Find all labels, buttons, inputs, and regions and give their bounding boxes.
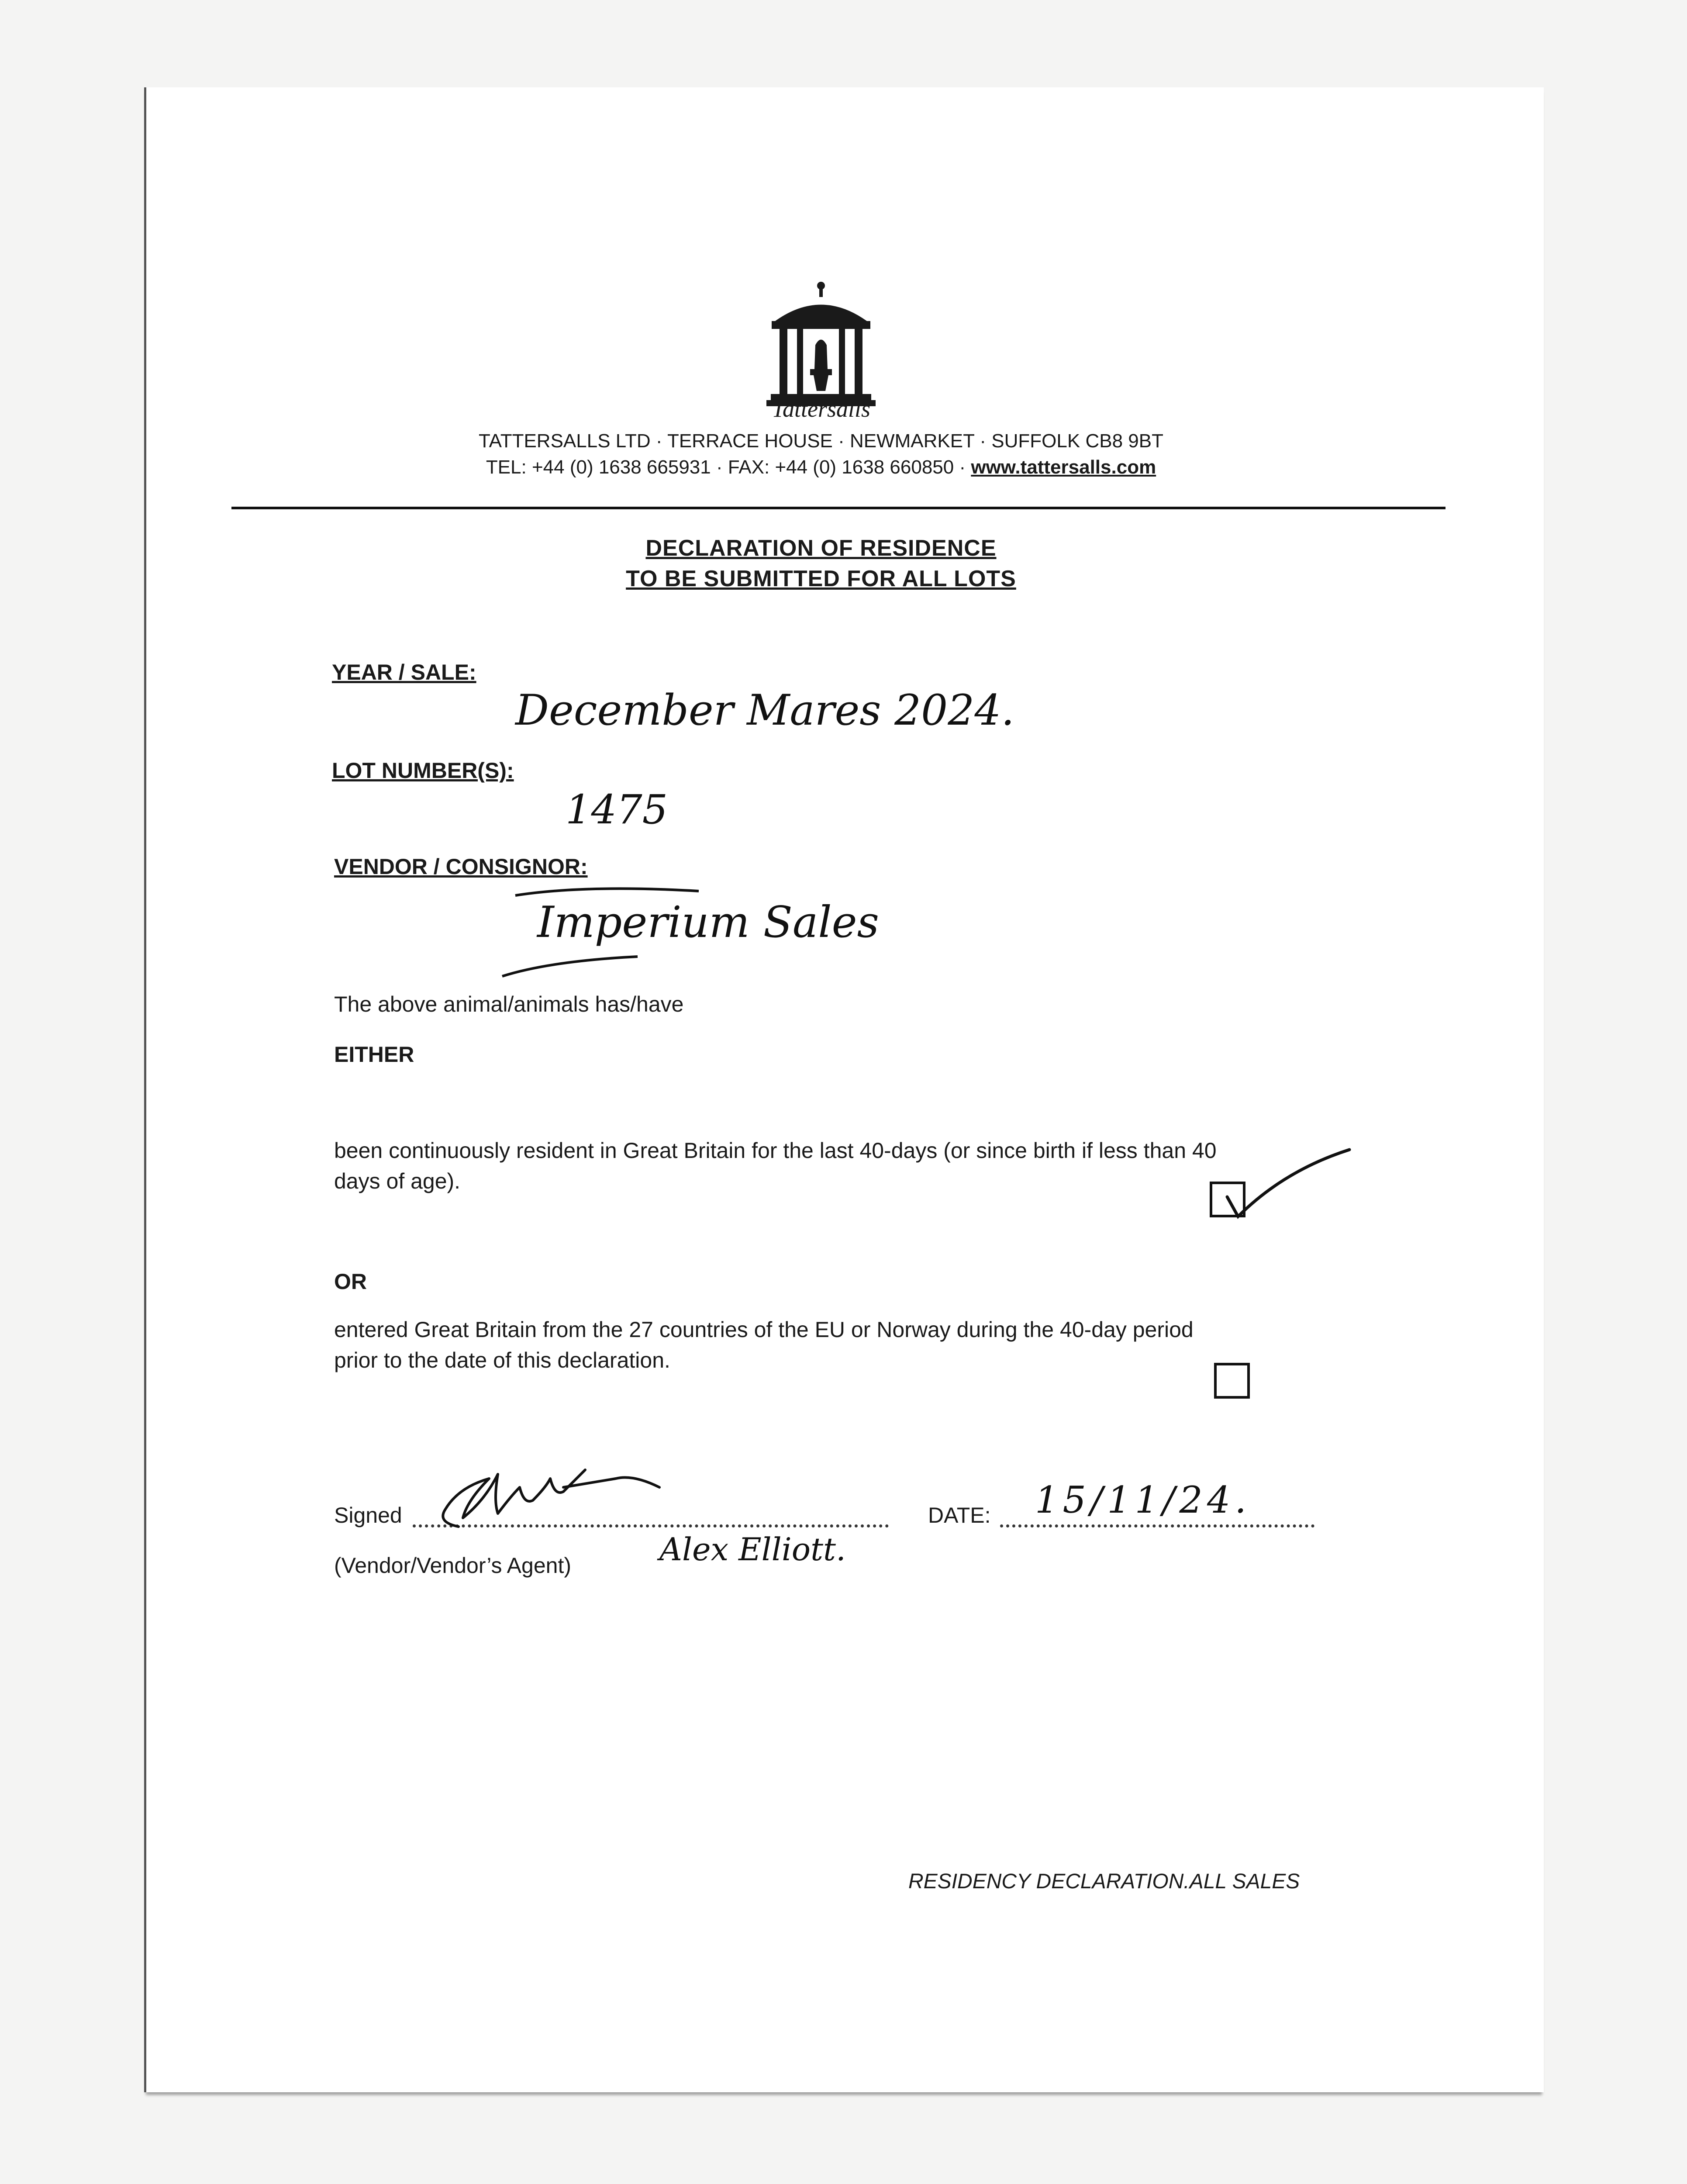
tattersalls-logo-icon — [766, 280, 876, 411]
year-sale-value: December Mares 2024. — [515, 686, 1014, 735]
vendor-agent-label: (Vendor/Vendor’s Agent) — [334, 1553, 571, 1578]
company-address: TATTERSALLS LTD · TERRACE HOUSE · NEWMARKET · SUFFOLK CB8 9BT — [479, 430, 1163, 452]
option2-checkbox[interactable] — [1214, 1363, 1250, 1399]
option1-text-line1: been continuously resident in Great Britain for the last 40-days (or since birth if less than 40 — [334, 1138, 1217, 1163]
brand-name: Tattersalls — [771, 396, 871, 422]
website-link[interactable]: www.tattersalls.com — [971, 456, 1156, 478]
either-label: EITHER — [334, 1042, 414, 1067]
printed-name: Alex Elliott. — [659, 1531, 846, 1568]
check-mark-icon — [1218, 1144, 1354, 1227]
vendor-underline-stroke — [498, 882, 725, 987]
date-label: DATE: — [928, 1503, 991, 1527]
phone-fax: TEL: +44 (0) 1638 665931 · FAX: +44 (0) 1638 660850 · — [486, 456, 971, 478]
form-title: DECLARATION OF RESIDENCE — [645, 536, 997, 561]
date-line[interactable] — [1000, 1524, 1314, 1527]
year-sale-label: YEAR / SALE: — [332, 660, 476, 684]
vendor-label: VENDOR / CONSIGNOR: — [334, 854, 588, 879]
handwritten-signature-icon — [432, 1461, 677, 1535]
form-subtitle: TO BE SUBMITTED FOR ALL LOTS — [626, 566, 1016, 591]
form-footer: RESIDENCY DECLARATION.ALL SALES — [908, 1870, 1300, 1893]
signed-label: Signed — [334, 1503, 402, 1527]
date-value: 15/11/24. — [1035, 1479, 1251, 1521]
option2-text-line2: prior to the date of this declaration. — [334, 1348, 670, 1372]
statement-intro: The above animal/animals has/have — [334, 992, 684, 1016]
or-label: OR — [334, 1269, 367, 1294]
vendor-value: Imperium Sales — [537, 898, 879, 947]
lot-number-value: 1475 — [566, 786, 668, 833]
option1-text-line2: days of age). — [334, 1169, 461, 1193]
header-divider — [231, 507, 1446, 509]
contact-details — [393, 456, 1249, 478]
option2-text-line1: entered Great Britain from the 27 countries of the EU or Norway during the 40-day period — [334, 1317, 1194, 1342]
lot-number-label: LOT NUMBER(S): — [332, 758, 514, 783]
